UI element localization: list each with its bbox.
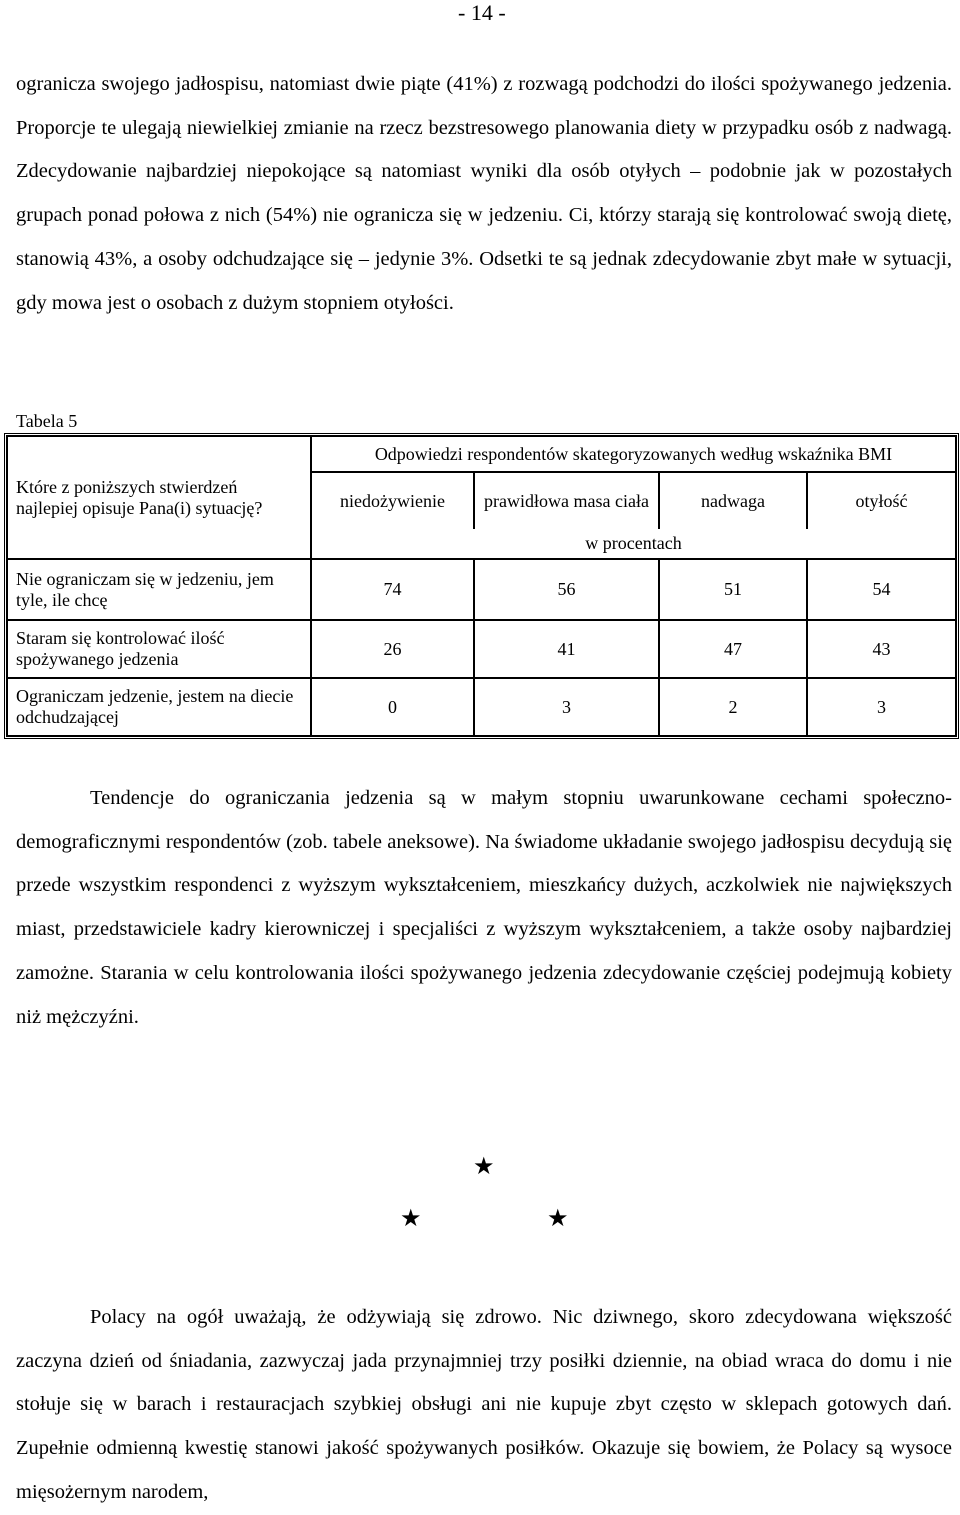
col-header-underweight: niedożywienie	[311, 472, 474, 529]
cell-value: 0	[311, 678, 474, 736]
cell-value: 56	[474, 559, 659, 620]
star-icon: ★	[400, 1206, 422, 1232]
row-label: Ograniczam jedzenie, jestem na diecie odchudzającej	[7, 678, 311, 736]
page-number: - 14 -	[458, 0, 506, 25]
paragraph-continued: ogranicza swojego jadłospisu, natomiast dwie piąte (41%) z rozwagą podchodzi do ilości spożywanego jedzenia. Proporcje te ulegają niewielkiej zmianie na rzecz bezstresowego planowania diety w przypadku osób z nadwagą. Zdecydowanie najbardziej niepokojące są natomiast wyniki dla osób otyłych – podobnie jak w pozostałych grupach ponad połowa z nich (54%) nie ogranicza się w jedzeniu. Ci, którzy starają się kontrolować swoją dietę, stanowią 43%, a osoby odchudzające się – jedynie 3%. Odsetki te są jednak zdecydowanie zbyt małe w sytuacji, gdy mowa jest o osobach z dużym stopniem otyłości.	[16, 73, 952, 314]
cell-value: 26	[311, 620, 474, 678]
cell-value: 47	[659, 620, 807, 678]
cell-value: 41	[474, 620, 659, 678]
row-label: Nie ograniczam się w jedzeniu, jem tyle, ile chcę	[7, 559, 311, 620]
cell-value: 54	[807, 559, 956, 620]
bmi-group-header: Odpowiedzi respondentów skategoryzowanych według wskaźnika BMI	[311, 436, 956, 472]
cell-value: 2	[659, 678, 807, 736]
row-label: Staram się kontrolować ilość spożywanego jedzenia	[7, 620, 311, 678]
unit-label: w procentach	[311, 529, 956, 559]
paragraph-nutrition: Polacy na ogół uważają, że odżywiają się zdrowo. Nic dziwnego, skoro zdecydowana większość zaczyna dzień od śniadania, zazwyczaj jada przynajmniej trzy posiłki dziennie, na obiad wraca do domu i nie stołuje się w barach i restauracjach szybkiej obsługi ani nie kupuje zbyt często w sklepach gotowych dań. Zupełnie odmienną kwestię stanowi jakość spożywanych posiłków. Okazuje się bowiem, że Polacy są wysoce mięsożernym narodem,	[16, 1306, 952, 1503]
cell-value: 74	[311, 559, 474, 620]
paragraph-tendencies: Tendencje do ograniczania jedzenia są w małym stopniu uwarunkowane cechami społeczno-demograficznymi respondentów (zob. tabele aneksowe). Na świadome układanie swojego jadłospisu decydują się przede wszystkim respondenci z wyższym wykształceniem, mieszkańcy dużych, aczkolwiek nie największych miast, przedstawiciele kadry kierowniczej i specjaliści z wyższym wykształceniem, a także osoby najbardziej zamożne. Starania w celu kontrolowania ilości spożywanego jedzenia zdecydowanie częściej podejmują kobiety niż mężczyźni.	[16, 787, 952, 1028]
col-header-normal-weight: prawidłowa masa ciała	[474, 472, 659, 529]
table-row	[7, 678, 956, 736]
table-row	[7, 559, 956, 620]
table-question-cell	[7, 436, 311, 559]
table-question: Które z poniższych stwierdzeń najlepiej opisuje Pana(i) sytuację?	[16, 476, 263, 518]
cell-value: 43	[807, 620, 956, 678]
cell-value: 3	[474, 678, 659, 736]
col-header-obesity: otyłość	[807, 472, 956, 529]
star-icon: ★	[547, 1206, 569, 1232]
table-caption: Tabela 5	[16, 411, 78, 431]
col-header-overweight: nadwaga	[659, 472, 807, 529]
cell-value: 3	[807, 678, 956, 736]
bmi-table	[4, 433, 957, 739]
star-icon: ★	[473, 1154, 495, 1180]
cell-value: 51	[659, 559, 807, 620]
table-row	[7, 620, 956, 678]
